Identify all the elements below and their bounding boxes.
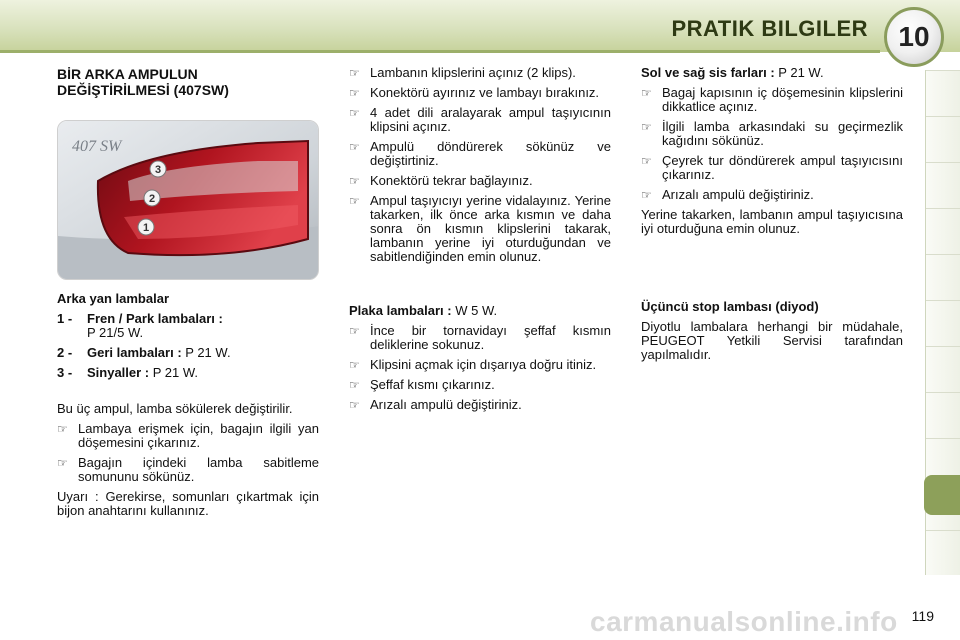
lamp-item xyxy=(57,346,319,360)
lamp-item-label: Fren / Park lambaları : xyxy=(87,311,223,326)
third-stop-text: Diyotlu lambalara herhangi bir müdahale, PEUGEOT Yetkili Servisi tarafından yapılmalıdır. xyxy=(641,319,903,362)
chapter-number-badge: 10 xyxy=(884,7,944,67)
lamp-item-number: 2 - xyxy=(57,345,73,360)
lamp-item-body xyxy=(87,366,198,380)
callout-2 xyxy=(144,190,160,206)
list-item: ☞ Şeffaf kısmı çıkarınız. xyxy=(349,377,495,392)
lamp-item xyxy=(57,366,319,380)
column-right xyxy=(641,66,903,362)
side-tab[interactable] xyxy=(926,162,960,203)
side-tab[interactable] xyxy=(926,530,960,571)
side-tab[interactable] xyxy=(926,346,960,387)
pointing-hand-icon: ☞ xyxy=(349,358,360,372)
side-tab[interactable] xyxy=(926,438,960,479)
watermark: carmanualsonline.info xyxy=(590,606,898,637)
lamp-item-value: P 21/5 W. xyxy=(87,325,144,340)
list-item: ☞ Arızalı ampulü değiştiriniz. xyxy=(349,397,522,412)
list-item: ☞ Ampul taşıyıcıyı yerine vidalayınız. Yerine takarken, ilk önce arka kısmın ve daha sonra ön kısmın klipslerini takarak, lambanın yerine iyi oturduğundan ve sabitlendiğinden emin olunuz. xyxy=(349,193,611,264)
pointing-hand-icon: ☞ xyxy=(57,456,68,470)
side-tab[interactable] xyxy=(926,208,960,249)
tail-lamp-photo xyxy=(57,120,319,280)
section-title xyxy=(57,66,319,98)
chapter-title: PRATIK BILGILER xyxy=(671,16,868,41)
intro-text: Bu üç ampul, lamba sökülerek değiştirilir. xyxy=(57,401,293,416)
side-tab[interactable] xyxy=(926,70,960,111)
pointing-hand-icon: ☞ xyxy=(641,188,652,202)
pointing-hand-icon: ☞ xyxy=(57,422,68,436)
pointing-hand-icon: ☞ xyxy=(349,398,360,412)
pointing-hand-icon: ☞ xyxy=(349,106,360,120)
lamp-item-value: P 21 W. xyxy=(181,345,231,360)
svg-text:1: 1 xyxy=(142,222,150,234)
column-middle xyxy=(349,66,611,418)
pointing-hand-icon: ☞ xyxy=(641,86,652,100)
lamp-item-number: 3 - xyxy=(57,365,73,380)
rear-lamps-heading: Arka yan lambalar xyxy=(57,291,170,306)
page-number: 119 xyxy=(911,608,934,624)
list-item: ☞ Konektörü tekrar bağlayınız. xyxy=(349,173,533,188)
fog-lamps-label: Sol ve sağ sis farları : xyxy=(641,65,775,80)
pointing-hand-icon: ☞ xyxy=(349,86,360,100)
lamp-item-body xyxy=(87,346,231,360)
pointing-hand-icon: ☞ xyxy=(349,378,360,392)
warning-text: Uyarı : Gerekirse, somunları çıkartmak için bijon anahtarını kullanınız. xyxy=(57,489,319,518)
list-item: ☞ İnce bir tornavidayı şeffaf kısmın deliklerine sokunuz. xyxy=(349,323,611,352)
lamp-item xyxy=(57,312,319,340)
pointing-hand-icon: ☞ xyxy=(641,120,652,134)
side-tab-active[interactable] xyxy=(924,475,960,515)
list-item: ☞ İlgili lamba arkasındaki su geçirmezlik kağıdını sökünüz. xyxy=(641,119,903,148)
list-item: ☞ Ampulü döndürerek sökünüz ve değiştirtiniz. xyxy=(349,139,611,168)
lamp-item-label: Geri lambaları : xyxy=(87,345,182,360)
plate-lamps-value: W 5 W. xyxy=(451,303,498,318)
list-item: ☞ Klipsini açmak için dışarıya doğru itiniz. xyxy=(349,357,597,372)
fog-lamps-heading xyxy=(641,66,903,80)
bullet-list xyxy=(349,324,611,412)
bullet-list xyxy=(57,422,319,484)
svg-text:2: 2 xyxy=(148,193,156,205)
side-tab[interactable] xyxy=(926,300,960,341)
list-item: ☞ Bagajın içindeki lamba sabitleme somununu sökünüz. xyxy=(57,455,319,484)
side-tab[interactable] xyxy=(926,392,960,433)
bullet-list xyxy=(641,86,903,202)
callout-1 xyxy=(138,219,154,235)
pointing-hand-icon: ☞ xyxy=(349,140,360,154)
plate-lamps-label: Plaka lambaları : xyxy=(349,303,452,318)
list-item: ☞ Lambanın klipslerini açınız (2 klips). xyxy=(349,65,576,80)
third-stop-heading: Üçüncü stop lambası (diyod) xyxy=(641,299,819,314)
model-badge: 407 SW xyxy=(72,138,122,155)
pointing-hand-icon: ☞ xyxy=(349,174,360,188)
pointing-hand-icon: ☞ xyxy=(349,66,360,80)
side-tab[interactable] xyxy=(926,116,960,157)
tail-lamp-illustration xyxy=(58,121,319,280)
list-item: ☞ Bagaj kapısının iç döşemesinin klipslerini dikkatlice açınız. xyxy=(641,85,903,114)
column-left xyxy=(57,66,319,518)
side-tab[interactable] xyxy=(926,254,960,295)
list-item: ☞ Çeyrek tur döndürerek ampul taşıyıcısını çıkarınız. xyxy=(641,153,903,182)
lamp-item-value: P 21 W. xyxy=(149,365,199,380)
section-title-line-1: BİR ARKA AMPULUN xyxy=(57,66,198,82)
bullet-list xyxy=(349,66,611,264)
plate-lamps-heading xyxy=(349,304,611,318)
fog-lamps-value: P 21 W. xyxy=(774,65,824,80)
svg-text:3: 3 xyxy=(154,164,162,176)
lamp-item-body xyxy=(87,312,223,340)
list-item: ☞ Arızalı ampulü değiştiriniz. xyxy=(641,187,814,202)
list-item: ☞ Konektörü ayırınız ve lambayı bırakınız. xyxy=(349,85,600,100)
pointing-hand-icon: ☞ xyxy=(349,194,360,208)
pointing-hand-icon: ☞ xyxy=(641,154,652,168)
lamp-item-label: Sinyaller : xyxy=(87,365,150,380)
fog-note: Yerine takarken, lambanın ampul taşıyıcısına iyi oturduğuna emin olunuz. xyxy=(641,207,903,236)
list-item: ☞ 4 adet dili aralayarak ampul taşıyıcının klipsini açınız. xyxy=(349,105,611,134)
pointing-hand-icon: ☞ xyxy=(349,324,360,338)
header-divider xyxy=(0,50,880,53)
lamp-item-number: 1 - xyxy=(57,311,73,326)
section-title-line-2: DEĞİŞTİRİLMESİ (407SW) xyxy=(57,82,229,98)
callout-3 xyxy=(150,161,166,177)
list-item: ☞ Lambaya erişmek için, bagajın ilgili yan döşemesini çıkarınız. xyxy=(57,421,319,450)
